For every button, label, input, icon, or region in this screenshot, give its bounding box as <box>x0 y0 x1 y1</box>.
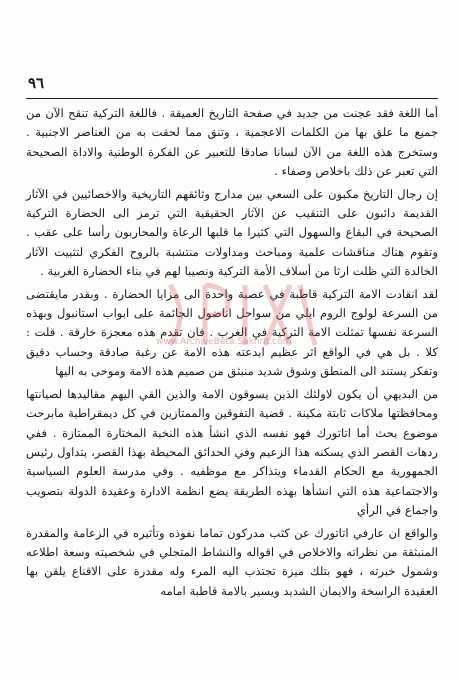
watermark-text: www.ArchiveBeta.Sakhrit.com <box>156 337 292 347</box>
body-text <box>26 104 438 604</box>
paragraph-leadership: والواقع ان عارفي اتاتورك عن كثب مدركون تماما نفوذه وتأثيره في الزعامة والمقدرة المنبثقة من نظراته والاخلاص في اقواله والنشاط المتجلي في شخصيته وسعة اطلاعه وشمول خبرته ، فهو بتلك ميزة تجتذب اليه المرء وله مقدرة على الاقناع يلقن بها العقيدة الراسخة والايمان الشديد ويسير بالامة قاطبة امامه <box>26 525 438 598</box>
header-rule <box>26 98 438 99</box>
paragraph-elite: من البديهي أن يكون لاولئك الذين يسوقون الامة والذين القي اليهم مقاليدها لصيانتها ومحافظتها ملاكات ثابتة مكينة . قضية التفوقين والممتازين في كل ديمقراطية مابرحت موضوع بحث أما اتاتورك فهو نفسه الذي انشأ هذه النخبة المختارة الممتازة . ففي ردهات القصر الذي يسكنه هذا الزعيم وفي الحدائق المحيطة بهذا القصر، يتداول رئيس الجمهورية مع الحكام القدماء ويتذاكر مع موظفيه . وفي مدرسة العلوم السياسية والاجتماعية هذه التي انشأها بهذه الطريقة يضع انظمة الادارة وعقيدة الدولة بتصويب واجماع في الرأي <box>26 386 438 518</box>
paragraph-language: أما اللغة فقد عجنت من جديد في صفحة التاريخ العميقة . فاللغة التركية تنقح الآن من جميع ما علق بها من الكلمات الاعجمية ، وتنق مما لحقت به من العناصر الاجنبية . وستخرج هذه اللغة من الآن لسانا صادقا للتعبير عن الفكرة الوطنية والاداة الصحيحة التي تعبر عن ذلك باخلاص وصفاء . <box>26 106 438 179</box>
paragraph-civilization: لقد انقادت الامة التركية قاطبة في عصبة واحدة الى مزايا الحضارة . وبقدر مايقتضى من السرعة لولوج الروم ايلي من سواحل اناضول الجائمة على ابواب استانبول وبهذه السرعة نفسها تمثلت الامة التركية في الغرب . فان تقدم هذه معجزة خارقة . قلت : كلا . بل هي في الواقع اثر عظيم ابدعته هذه الامة عن رغبة صادقة وحساب دقيق وتفكر يستند الى المنطق وشوق شديد منبثق من صميم هذه الامة وموحى به اليها <box>26 286 438 379</box>
page-number: ٩٦ <box>28 74 45 92</box>
paragraph-history: إن رجال التاريخ مكبون على السعي بين مدارج وثائقهم التاريخية والاخصائيين في الآثار القديمة دائبون على التنقيب عن الآثار الحقيقية التي ترمز الى الحضارة التركية الصحيحة في البقاع والسهول التي كثيرا ما قلبها الرعاة والمحاربون رأسا على عقب . وتقوم هناك مناقشات علمية ومباحث ومداولات منتشبة بالروح الفكري لتثبيت الآثار الخالدة التي ظلت ارثا من أسلاف الأمة التركية ونصيبا لهم في بناء الحضارة الغربية . <box>26 186 438 279</box>
